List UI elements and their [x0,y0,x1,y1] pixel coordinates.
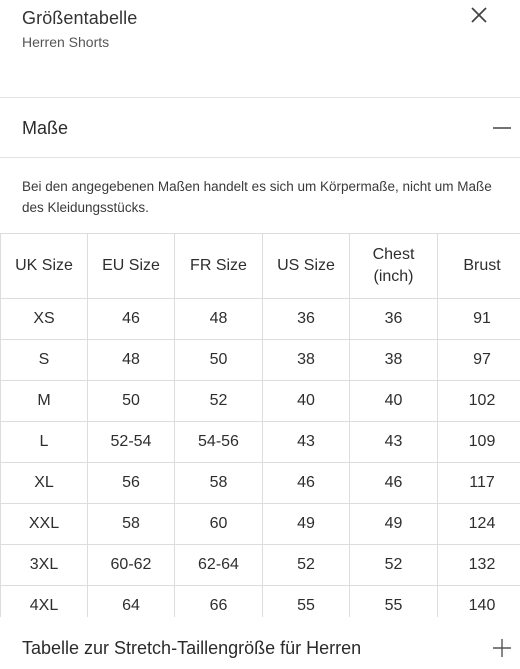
table-cell: 60 [175,504,263,545]
divider [0,157,520,158]
table-cell: 40 [350,381,438,422]
divider [0,97,520,98]
table-cell: 43 [350,422,438,463]
close-button[interactable] [466,2,492,28]
table-cell: 52-54 [88,422,175,463]
size-table [0,233,520,617]
table-cell: 124 [438,504,520,545]
table-cell: XXL [1,504,88,545]
table-row [1,340,520,381]
table-cell: 109 [438,422,520,463]
table-cell: 132 [438,545,520,586]
minus-icon [490,116,514,140]
table-cell: 52 [350,545,438,586]
column-header: Brust [438,234,520,299]
table-cell: XS [1,299,88,340]
table-cell: 49 [263,504,350,545]
table-cell: L [1,422,88,463]
table-cell: 54-56 [175,422,263,463]
table-cell: 55 [263,586,350,618]
table-cell: M [1,381,88,422]
table-cell: 46 [350,463,438,504]
measurement-note: Bei den angegebenen Maßen handelt es sich um Körpermaße, nicht um Maße des Kleidungsstücks. [22,179,492,215]
table-cell: 38 [263,340,350,381]
table-cell: 60-62 [88,545,175,586]
table-cell: 52 [175,381,263,422]
table-header-row [1,234,520,299]
table-cell: 140 [438,586,520,618]
modal-header [0,0,520,97]
table-cell: 97 [438,340,520,381]
table-cell: 38 [350,340,438,381]
table-cell: 55 [350,586,438,618]
table-cell: 49 [350,504,438,545]
table-cell: 46 [263,463,350,504]
column-header: Chest (inch) [350,234,438,299]
table-row [1,586,520,618]
page-title: Größentabelle [22,8,138,28]
table-cell: 52 [263,545,350,586]
table-cell: 66 [175,586,263,618]
close-icon [466,2,492,28]
table-cell: 62-64 [175,545,263,586]
table-cell: 43 [263,422,350,463]
table-cell: 58 [175,463,263,504]
table-row [1,504,520,545]
table-cell: S [1,340,88,381]
section-title-measurements[interactable]: Maße [22,118,69,138]
table-cell: 58 [88,504,175,545]
table-row [1,463,520,504]
table-cell: XL [1,463,88,504]
stretch-waist-table-toggle[interactable]: Tabelle zur Stretch-Taillengröße für Herren [22,638,362,658]
table-row [1,422,520,463]
table-cell: 46 [88,299,175,340]
column-header: FR Size [175,234,263,299]
column-header: US Size [263,234,350,299]
table-row [1,299,520,340]
table-cell: 36 [350,299,438,340]
column-header: EU Size [88,234,175,299]
table-cell: 3XL [1,545,88,586]
table-cell: 117 [438,463,520,504]
plus-icon [490,636,514,660]
table-cell: 102 [438,381,520,422]
table-row [1,545,520,586]
page-subtitle: Herren Shorts [22,34,110,50]
table-cell: 64 [88,586,175,618]
table-cell: 36 [263,299,350,340]
table-cell: 56 [88,463,175,504]
table-cell: 50 [88,381,175,422]
table-cell: 48 [88,340,175,381]
size-table-container[interactable] [0,233,520,617]
column-header: UK Size [1,234,88,299]
expand-button[interactable] [490,636,514,660]
table-cell: 50 [175,340,263,381]
table-cell: 4XL [1,586,88,618]
table-cell: 48 [175,299,263,340]
table-cell: 40 [263,381,350,422]
table-row [1,381,520,422]
table-cell: 91 [438,299,520,340]
collapse-button[interactable] [490,116,514,140]
